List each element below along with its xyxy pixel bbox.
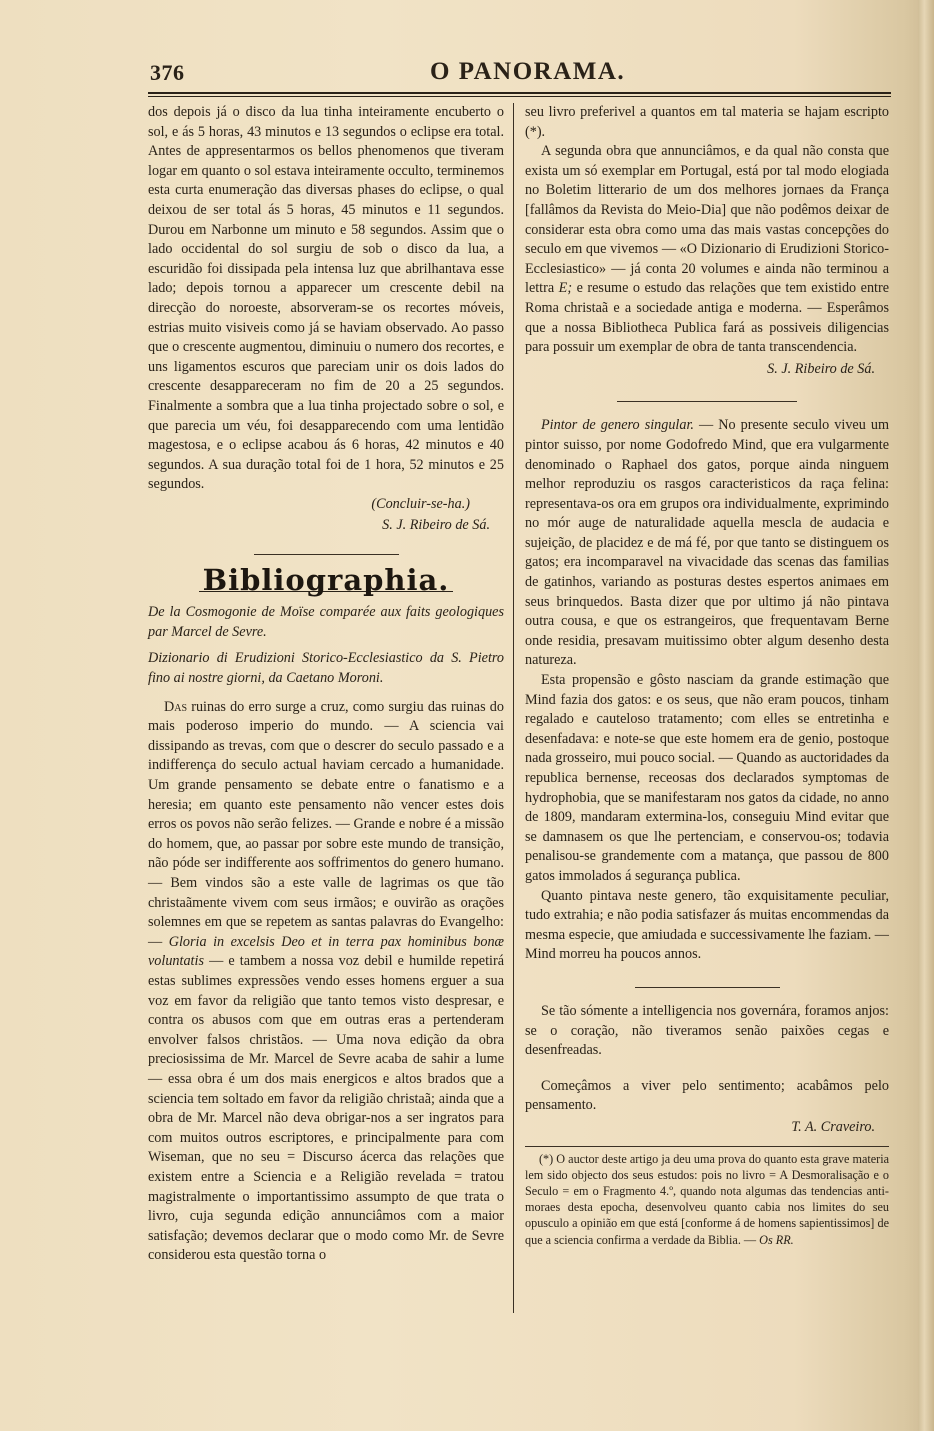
section-separator xyxy=(254,554,399,555)
right-column xyxy=(525,103,889,1248)
pintor-paragraph-1 xyxy=(525,416,889,671)
page-spine xyxy=(918,0,934,1431)
column-divider xyxy=(513,103,514,1313)
book-title-dizionario: Dizionario di Erudizioni Storico-Ecclesiastico da S. Pietro fino ai nostre giorni, da Caetano Moroni. xyxy=(148,649,504,686)
maxim-2: Começâmos a viver pelo sentimento; acabâmos pelo pensamento. xyxy=(525,1077,889,1114)
review-continuation: seu livro preferivel a quantos em tal materia se hajam escripto (*). xyxy=(525,104,889,140)
footnote-text: (*) O auctor deste artigo ja deu uma prova do quanto esta grave materia lem sido objecto dos seus estudos: pois no livro = A Desmoralisação e o Seculo = em o Fragmento 4.º, quando nota algumas das tendencias anti-moraes desta epocha, desenvolveu quanto cabia nos limites do seu opusculo a opinião em que está [conforme á de homens sapientissimos] de que a sciencia confirma a verdade da Biblia. — xyxy=(525,1151,889,1247)
section-heading-text: Bibliographia. xyxy=(199,571,454,592)
review-p2-letter: E; xyxy=(558,280,573,297)
review-p2-b: e resume o estudo das relações que tem existido entre Roma christaã e a sociedade antiga e moderna. — Esperâmos que a nossa Bibliotheca Publica fará as possiveis diligencias para possuir um exemplar de obra de tanta transcendencia. xyxy=(525,280,890,356)
eclipse-paragraph: dos depois já o disco da lua tinha inteiramente encuberto o sol, e ás 5 horas, 43 minutos e 13 segundos o eclipse era total. Antes de appresentarmos os bellos phenomenos que tiveram logar em quanto o sol estava inteiramente occulto, terminemos esta curta enumeração das diversas phases do eclipse, o qual deixou de ser total ás 5 horas, 45 minutos e 11 segundos. Durou em Narbonne um minuto e 58 segundos. Assim que o lado occidental do sol surgiu de sob o disco da lua, a escuridão foi dissipada pela intensa luz que abrilhantava esse lado; depois tornou a apparecer um crescente debil na direcção do noroeste, absorveram-se os recortes móveis, estrias muito visiveis como já se haviam observado. Ao passo que o crescente augmentou, diminuiu o numero dos recortes, e uns ligamentos escuros que pareciam unir os dois lados do crescente desappareceram no fim de 20 a 25 segundos. Finalmente a sombra que a lua tinha projectado sobre o sol, e que parecia um véu, foi desapparecendo com uma lentidão magestosa, e o eclipse acabou ás 6 horas, 42 minutos e 40 segundos. A sua duração total foi de 1 hora, 52 minutos e 25 segundos. xyxy=(148,104,504,493)
header-rule xyxy=(148,92,891,94)
footnote-paragraph xyxy=(525,1151,889,1248)
lead-word: Das xyxy=(164,698,188,715)
review-p2-a: A segunda obra que annunciâmos, e da qual não consta que exista um só exemplar em Portugal, está por tal modo elogiada no Boletim litterario de um dos melhores jornaes da França [fallâmos da Revista do Meio-Dia] que não podêmos deixar de considerar esta obra como uma das mais vastas concepções do seculo em que vivemos — «O Dizionario di Erudizioni Storico-Ecclesiastico» — já conta 20 volumes e ainda não terminou a lettra xyxy=(525,143,889,297)
author-signature-3: T. A. Craveiro. xyxy=(791,1118,875,1135)
author-signature: S. J. Ribeiro de Sá. xyxy=(382,517,490,534)
review-text-1: ruinas do erro surge a cruz, como surgiu das ruinas do mais poderoso imperio do mundo. — A sciencia vai dissipando as trevas, com que o descrer do seculo passado e a indifferença do seculo actual haviam cercado a humanidade. Um grande pensamento se debate entre o fanatismo e a heresia; em quanto este pensamento não vencer estes dois erros os povos não serão felizes. — Grande e nobre é a missão do homem, que, ao passar por sobre este mundo de transição, não póde ser indifferente aos soffrimentos do genero humano. — Bem vindos são a este valle de lagrimas os que tão christaãmente vivem com seus irmãos; e ouvirão as orações solemnes em que se repetem as santas palavras do Evangelho: — xyxy=(148,698,504,950)
pintor-title: Pintor de genero singular. xyxy=(541,417,694,434)
section-separator-2 xyxy=(617,401,797,402)
section-separator-3 xyxy=(635,987,780,988)
review-text-2: — e tambem a nossa voz debil e humilde repetirá estas sublimes expressões vendo esses homens erguer a sua voz em favor da religião que tanto temos visto despresar, e contra os abusos com que em outras eras a pertenderam envolver falsos christãos. — Uma nova edição da obra preciosissima de Mr. Marcel de Sevre acaba de sahir a lume — essa obra é um dos mais energicos e altos brados que a sciencia tem soltado em favor da religião christaã; ainda que a obra de Mr. Marcel não deva obrigar-nos a ser ingratos para com muitos outros escriptores, e principalmente para com Wiseman, que no seu = Discurso ácerca das relações que existem entre a Sciencia e a Religião revelada = tratou magistralmente o importantissimo assumpto de que trata o livro, cuja segunda edição annunciâmos com a maior satisfação; devemos declarar que o modo como Mr. de Sevre considerou esta questão torna o xyxy=(148,953,504,1264)
footnote xyxy=(525,1146,889,1248)
continuation-note: (Concluir-se-ha.) xyxy=(371,495,470,512)
header-rule-thin xyxy=(148,96,891,97)
author-signature-2: S. J. Ribeiro de Sá. xyxy=(767,360,875,377)
pintor-text-1: — No presente seculo viveu um pintor suisso, por nome Godofredo Mind, que era vulgarmente denominado o Raphael dos gatos, porque ainda ninguem melhor reproduziu os rasgos caracteristicos da raça felina: representava-os ora em grupos ora individualmente, exprimindo no mór auge de naturalidade aquella mescla de audacia e sujeição, de placidez e de má fé, por que tanto se distinguem os gatos; era incomparavel na vivacidade das scenas das familias de gatinhos, variando as posturas destes espertos animaes em seus brinquedos. Basta dizer que por ultimo já não pintava outra cousa, e que os estrangeiros, que frequentavam Berne onde residia, presavam muitissimo obter algum desenho desta natureza. xyxy=(525,417,890,669)
book-title-cosmogonie: De la Cosmogonie de Moïse comparée aux faits geologiques par Marcel de Sevre. xyxy=(148,603,504,640)
footnote-signature: Os RR. xyxy=(759,1232,794,1247)
left-column xyxy=(148,103,504,1266)
page-number: 376 xyxy=(150,60,185,85)
section-heading-bibliographia xyxy=(148,563,504,598)
review-paragraph-2 xyxy=(525,142,889,358)
masthead-title: O PANORAMA. xyxy=(430,58,626,85)
pintor-paragraph-2: Esta propensão e gôsto nasciam da grande estimação que Mind fazia dos gatos: e os seus, que não eram poucos, tinham regalado e cauteloso tratamento; com elles se entretinha e desenfadava: e note-se que este homem era de genio, postoque nada grosseiro, mui pouco social. — Quando as auctoridades da republica bernense, receosas dos declarados symptomas de hydrophobia, que se manifestaram nos gatos da cidade, no anno de 1809, mandaram extermina-los, conseguiu Mind evitar que se damnasem os que lhe pertenciam, e conservou-os; todavia penalisou-se grandemente com a matança, que passou de 800 gatos immolados á segurança publica. xyxy=(525,672,889,884)
maxim-1: Se tão sómente a intelligencia nos governára, foramos anjos: se o coração, não tiveramos senão paixões cegas e desenfreadas. xyxy=(525,1002,889,1059)
review-quote: Gloria in excelsis Deo et in terra pax hominibus bonæ voluntatis xyxy=(148,933,505,970)
review-paragraph xyxy=(148,698,504,1266)
pintor-paragraph-3: Quanto pintava neste genero, tão exquisitamente peculiar, tudo extrahia; e não podia satisfazer ás muitas encommendas da mesma especie, que amiudada e successivamente lhe faziam. — Mind morreu ha poucos annos. xyxy=(525,887,889,963)
